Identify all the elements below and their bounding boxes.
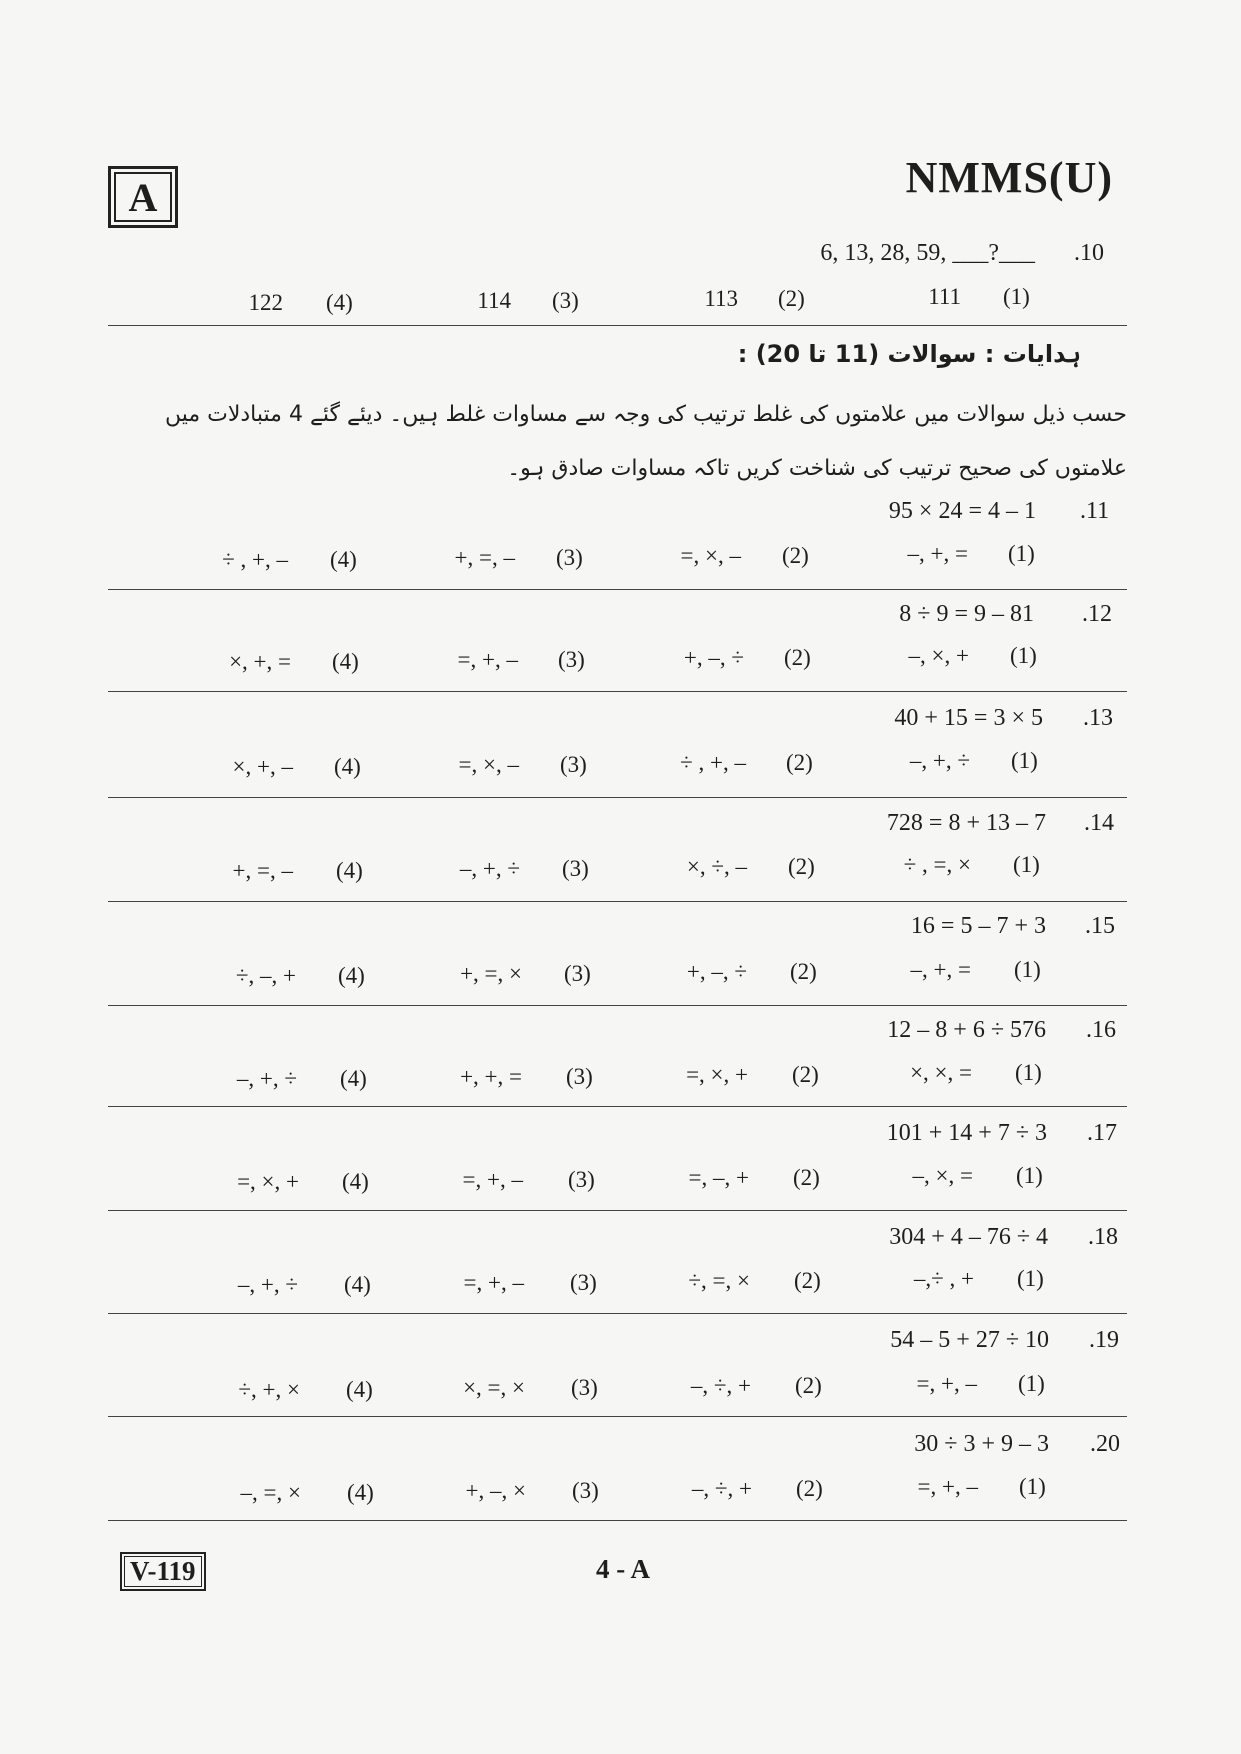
option-value: ÷, =, × — [688, 1268, 750, 1293]
option-value: =, +, – — [462, 1167, 523, 1192]
option-value: –, +, ÷ — [909, 748, 970, 773]
question-number: .14 — [1084, 810, 1114, 836]
option-value: 122 — [248, 290, 283, 315]
option-label: (3) — [564, 961, 591, 986]
option-label: (1) — [1003, 284, 1030, 309]
divider — [108, 1210, 1127, 1211]
option-label: (2) — [782, 543, 809, 568]
exam-code: NMMS(U) — [905, 153, 1113, 202]
option-value: –, =, × — [240, 1480, 301, 1505]
option-value: +, +, = — [460, 1064, 522, 1089]
option-label: (1) — [1016, 1163, 1043, 1188]
option-value: –, +, ÷ — [237, 1272, 298, 1297]
option-label: (2) — [794, 1268, 821, 1293]
option-label: (1) — [1008, 541, 1035, 566]
option-label: (3) — [572, 1478, 599, 1503]
option-value: +, –, ÷ — [683, 645, 744, 670]
option-label: (4) — [342, 1169, 369, 1194]
option-value: ×, +, – — [232, 754, 293, 779]
question-expression: 30 ÷ 3 + 9 – 3 — [914, 1431, 1049, 1457]
option-value: +, =, × — [460, 961, 522, 986]
divider — [108, 691, 1127, 692]
set-label-box: A — [108, 166, 178, 228]
option-value: 113 — [704, 286, 738, 311]
question-number: .20 — [1090, 1431, 1120, 1457]
question-number: .17 — [1087, 1120, 1117, 1146]
option-value: –, ÷, + — [691, 1476, 752, 1501]
option-label: (4) — [330, 547, 357, 572]
option-value: ×, +, = — [229, 649, 291, 674]
option-value: ÷, +, × — [238, 1377, 300, 1402]
question-number: .10 — [1074, 240, 1104, 266]
option-value: –, ×, = — [912, 1163, 973, 1188]
question-expression: 101 + 14 + 7 ÷ 3 — [886, 1120, 1047, 1146]
option-label: (3) — [570, 1270, 597, 1295]
option-label: (2) — [786, 750, 813, 775]
option-value: –, +, ÷ — [236, 1066, 297, 1091]
question-expression: 16 = 5 – 7 + 3 — [910, 913, 1046, 939]
option-value: ×, ÷, – — [686, 854, 747, 879]
option-label: (4) — [326, 290, 353, 315]
option-label: (4) — [346, 1377, 373, 1402]
option-value: =, ×, – — [680, 543, 741, 568]
option-value: =, +, – — [917, 1474, 978, 1499]
divider — [108, 1416, 1127, 1417]
option-label: (2) — [788, 854, 815, 879]
option-value: =, +, – — [463, 1270, 524, 1295]
option-label: (3) — [558, 647, 585, 672]
option-label: (3) — [556, 545, 583, 570]
divider — [108, 901, 1127, 902]
option-label: (4) — [340, 1066, 367, 1091]
option-label: (2) — [795, 1373, 822, 1398]
option-label: (4) — [336, 858, 363, 883]
option-label: (1) — [1019, 1474, 1046, 1499]
option-label: (3) — [568, 1167, 595, 1192]
option-value: =, ×, – — [458, 752, 519, 777]
question-number: .18 — [1088, 1224, 1118, 1250]
option-value: ×, ×, = — [910, 1060, 972, 1085]
option-value: –, +, = — [910, 957, 971, 982]
option-value: +, =, – — [232, 858, 293, 883]
question-number: .16 — [1086, 1017, 1116, 1043]
option-label: (1) — [1013, 852, 1040, 877]
divider — [108, 797, 1127, 798]
option-value: –,÷ , + — [913, 1266, 974, 1291]
option-label: (3) — [552, 288, 579, 313]
instructions-heading: ہدایات : سوالات (11 تا 20) : — [737, 340, 1081, 368]
option-value: ÷ , +, – — [222, 547, 288, 572]
option-label: (1) — [1018, 1371, 1045, 1396]
instructions-body: حسب ذیل سوالات میں علامتوں کی غلط ترتیب کی وجہ سے مساوات غلط ہیں۔ دیئے گئے 4 متبادلات میں علامتوں کی صحیح ترتیب کی شناخت کریں تاکہ مساوات صادق ہو۔ — [164, 402, 1127, 481]
option-label: (4) — [344, 1272, 371, 1297]
option-value: =, ×, + — [237, 1169, 299, 1194]
option-label: (3) — [566, 1064, 593, 1089]
option-value: ×, =, × — [463, 1375, 525, 1400]
question-number: .13 — [1083, 705, 1113, 731]
option-label: (1) — [1017, 1266, 1044, 1291]
option-label: (2) — [790, 959, 817, 984]
question-number: .19 — [1089, 1327, 1119, 1353]
option-label: (2) — [778, 286, 805, 311]
option-value: –, +, = — [907, 541, 968, 566]
question-number: .11 — [1080, 498, 1110, 524]
question-number: .15 — [1085, 913, 1115, 939]
option-label: (1) — [1015, 1060, 1042, 1085]
option-label: (4) — [347, 1480, 374, 1505]
option-label: (4) — [334, 754, 361, 779]
option-value: –, +, ÷ — [459, 856, 520, 881]
divider — [108, 1520, 1127, 1521]
option-value: =, –, + — [688, 1165, 749, 1190]
option-label: (2) — [796, 1476, 823, 1501]
question-expression: 6, 13, 28, 59, ___?___ — [820, 240, 1035, 266]
option-value: =, +, – — [457, 647, 518, 672]
question-number: .12 — [1082, 601, 1112, 627]
option-value: 111 — [928, 284, 961, 309]
divider — [108, 1313, 1127, 1314]
option-label: (4) — [338, 963, 365, 988]
question-expression: 40 + 15 = 3 × 5 — [894, 705, 1043, 731]
option-value: +, –, ÷ — [686, 959, 747, 984]
option-value: ÷ , =, × — [903, 852, 971, 877]
option-value: –, ×, + — [908, 643, 969, 668]
option-value: +, =, – — [454, 545, 515, 570]
option-value: ÷ , +, – — [680, 750, 746, 775]
option-label: (3) — [562, 856, 589, 881]
question-expression: 12 – 8 + 6 ÷ 576 — [887, 1017, 1046, 1043]
option-value: +, –, × — [465, 1478, 526, 1503]
divider — [108, 589, 1127, 590]
option-label: (3) — [560, 752, 587, 777]
question-expression: 54 – 5 + 27 ÷ 10 — [890, 1327, 1049, 1353]
question-expression: 95 × 24 = 4 – 1 — [888, 498, 1036, 524]
option-value: =, +, – — [916, 1371, 977, 1396]
question-expression: 304 + 4 – 76 ÷ 4 — [889, 1224, 1048, 1250]
divider — [108, 325, 1127, 326]
divider — [108, 1106, 1127, 1107]
option-value: –, ÷, + — [690, 1373, 751, 1398]
option-label: (4) — [332, 649, 359, 674]
option-label: (1) — [1010, 643, 1037, 668]
question-expression: 728 = 8 + 13 – 7 — [886, 810, 1046, 836]
option-label: (2) — [792, 1062, 819, 1087]
option-value: =, ×, + — [686, 1062, 748, 1087]
option-label: (2) — [793, 1165, 820, 1190]
page-number: 4 - A — [596, 1554, 650, 1584]
option-value: ÷, –, + — [235, 963, 296, 988]
option-label: (1) — [1011, 748, 1038, 773]
option-label: (1) — [1014, 957, 1041, 982]
option-label: (2) — [784, 645, 811, 670]
divider — [108, 1005, 1127, 1006]
option-value: 114 — [477, 288, 511, 313]
question-expression: 8 ÷ 9 = 9 – 81 — [899, 601, 1034, 627]
option-label: (3) — [571, 1375, 598, 1400]
booklet-code: V-119 — [120, 1552, 206, 1591]
